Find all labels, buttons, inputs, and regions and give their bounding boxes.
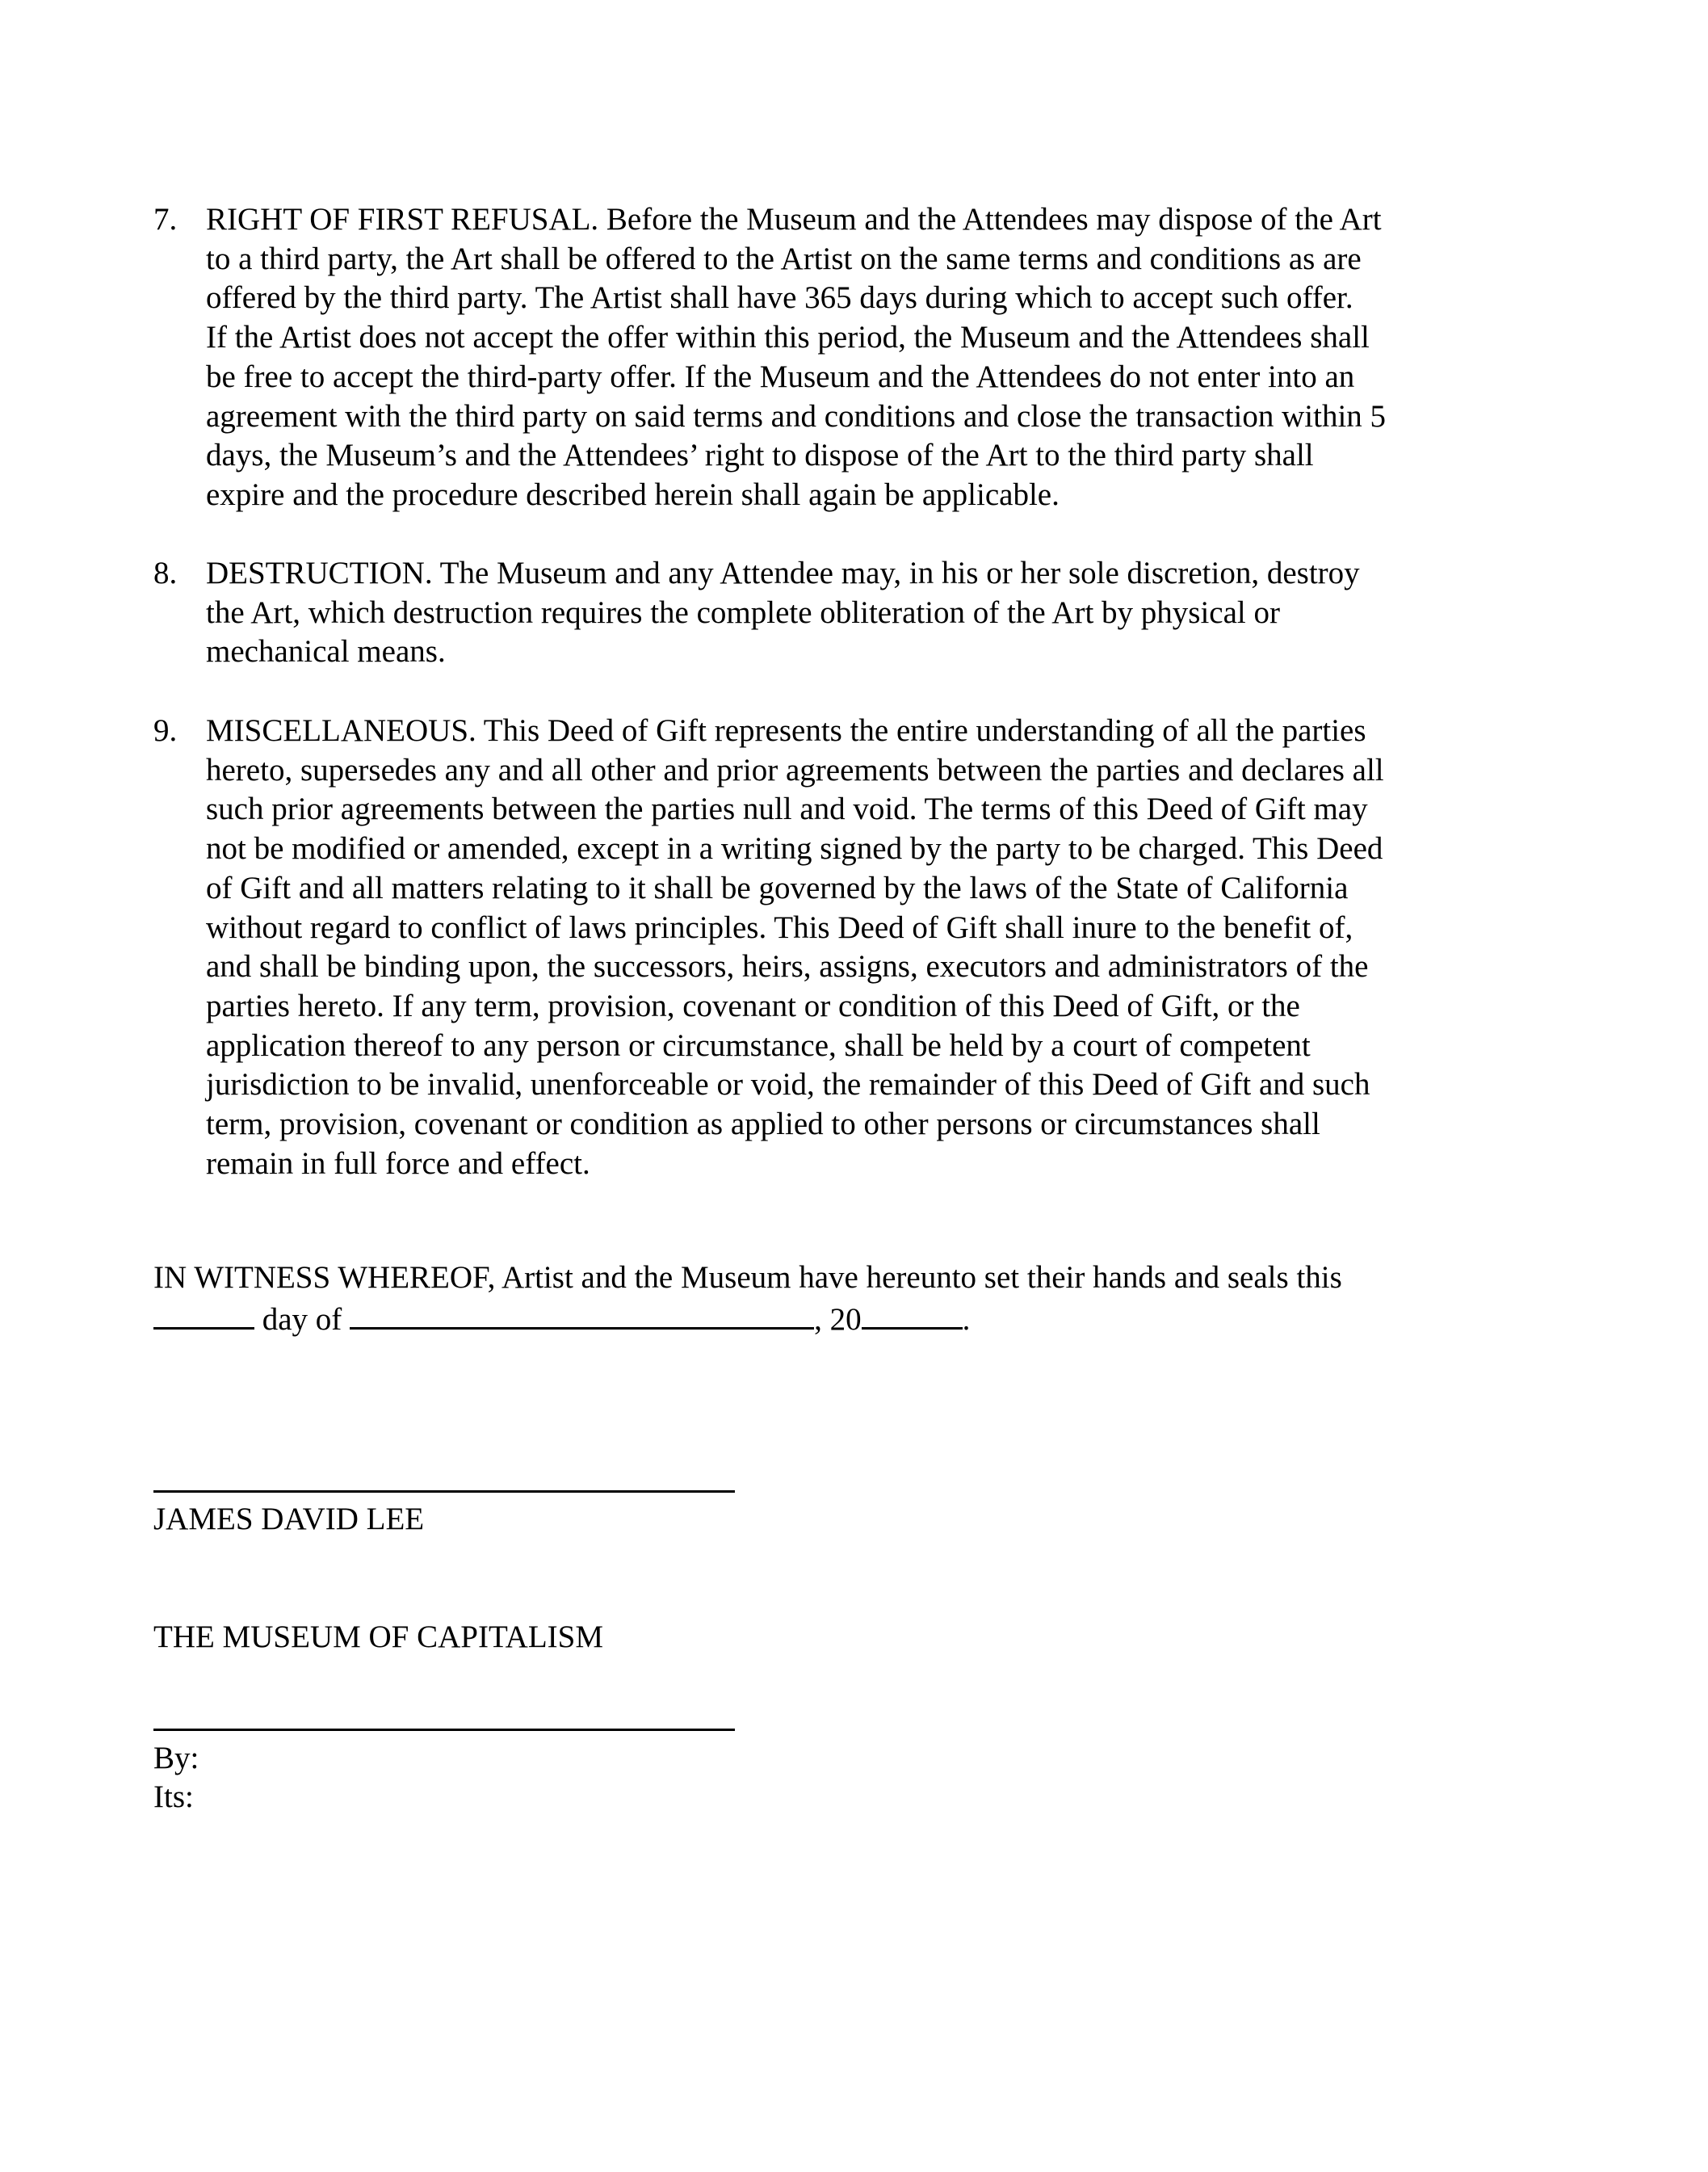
clause-number: 9.: [153, 713, 178, 748]
artist-signature-line[interactable]: [153, 1490, 735, 1493]
witness-paragraph: [153, 1258, 1526, 1340]
clause-8: [153, 554, 1510, 672]
day-of-label: day of: [262, 1302, 342, 1337]
clause-line: be free to accept the third-party offer. If the Museum and the Attendees do not enter into an: [206, 359, 1355, 394]
year-prefix: , 20: [814, 1302, 862, 1337]
clause-line: without regard to conflict of laws principles. This Deed of Gift shall inure to the benefit of,: [206, 910, 1353, 945]
clause-line: to a third party, the Art shall be offered to the Artist on the same terms and conditions as are: [206, 241, 1362, 276]
clause-line: and shall be binding upon, the successors, heirs, assigns, executors and administrators of the: [206, 949, 1369, 985]
clause-line: jurisdiction to be invalid, unenforceable or void, the remainder of this Deed of Gift and such: [206, 1067, 1370, 1103]
clause-line: such prior agreements between the parties null and void. The terms of this Deed of Gift may: [206, 792, 1368, 827]
clause-line: application thereof to any person or circumstance, shall be held by a court of competent: [206, 1027, 1311, 1063]
period: .: [962, 1302, 971, 1337]
museum-name: THE MUSEUM OF CAPITALISM: [153, 1620, 604, 1654]
year-blank[interactable]: [862, 1298, 963, 1330]
museum-signature-line[interactable]: [153, 1729, 735, 1731]
clause-line: term, provision, covenant or condition as applied to other persons or circumstances shall: [206, 1107, 1320, 1142]
witness-date-line: [153, 1298, 1526, 1340]
clause-text: [206, 554, 1518, 672]
clause-line: MISCELLANEOUS. This Deed of Gift represents the entire understanding of all the parties: [206, 713, 1366, 748]
clause-line: expire and the procedure described herein shall again be applicable.: [206, 477, 1060, 512]
clause-line: mechanical means.: [206, 634, 446, 670]
clause-9: [153, 712, 1510, 1183]
clause-line: If the Artist does not accept the offer within this period, the Museum and the Attendees shall: [206, 320, 1370, 355]
month-blank[interactable]: [350, 1298, 814, 1330]
clause-line: offered by the third party. The Artist shall have 365 days during which to accept such offer.: [206, 280, 1353, 316]
clause-7: [153, 200, 1510, 515]
clause-line: the Art, which destruction requires the complete obliteration of the Art by physical or: [206, 594, 1280, 630]
clause-number: 7.: [153, 202, 178, 237]
clause-line: RIGHT OF FIRST REFUSAL. Before the Museum and the Attendees may dispose of the Art: [206, 202, 1382, 237]
clause-line: DESTRUCTION. The Museum and any Attendee may, in his or her sole discretion, destroy: [206, 556, 1360, 590]
artist-name: JAMES DAVID LEE: [153, 1502, 425, 1536]
clause-line: remain in full force and effect.: [206, 1145, 590, 1181]
by-label: By:: [153, 1741, 199, 1775]
clause-text: [206, 200, 1518, 515]
witness-line: IN WITNESS WHEREOF, Artist and the Museum have hereunto set their hands and seals this: [153, 1260, 1342, 1295]
clause-line: agreement with the third party on said terms and conditions and close the transaction within 5: [206, 398, 1387, 434]
clause-text: [206, 712, 1518, 1183]
clause-line: of Gift and all matters relating to it shall be governed by the laws of the State of California: [206, 870, 1349, 905]
clause-number: 8.: [153, 556, 178, 590]
clause-line: not be modified or amended, except in a writing signed by the party to be charged. This Deed: [206, 831, 1383, 867]
clause-line: days, the Museum’s and the Attendees’ right to dispose of the Art to the third party shall: [206, 438, 1314, 473]
day-blank[interactable]: [153, 1298, 254, 1330]
clause-line: parties hereto. If any term, provision, covenant or condition of this Deed of Gift, or the: [206, 988, 1300, 1023]
its-label: Its:: [153, 1779, 194, 1814]
clause-line: hereto, supersedes any and all other and prior agreements between the parties and declares all: [206, 752, 1384, 788]
